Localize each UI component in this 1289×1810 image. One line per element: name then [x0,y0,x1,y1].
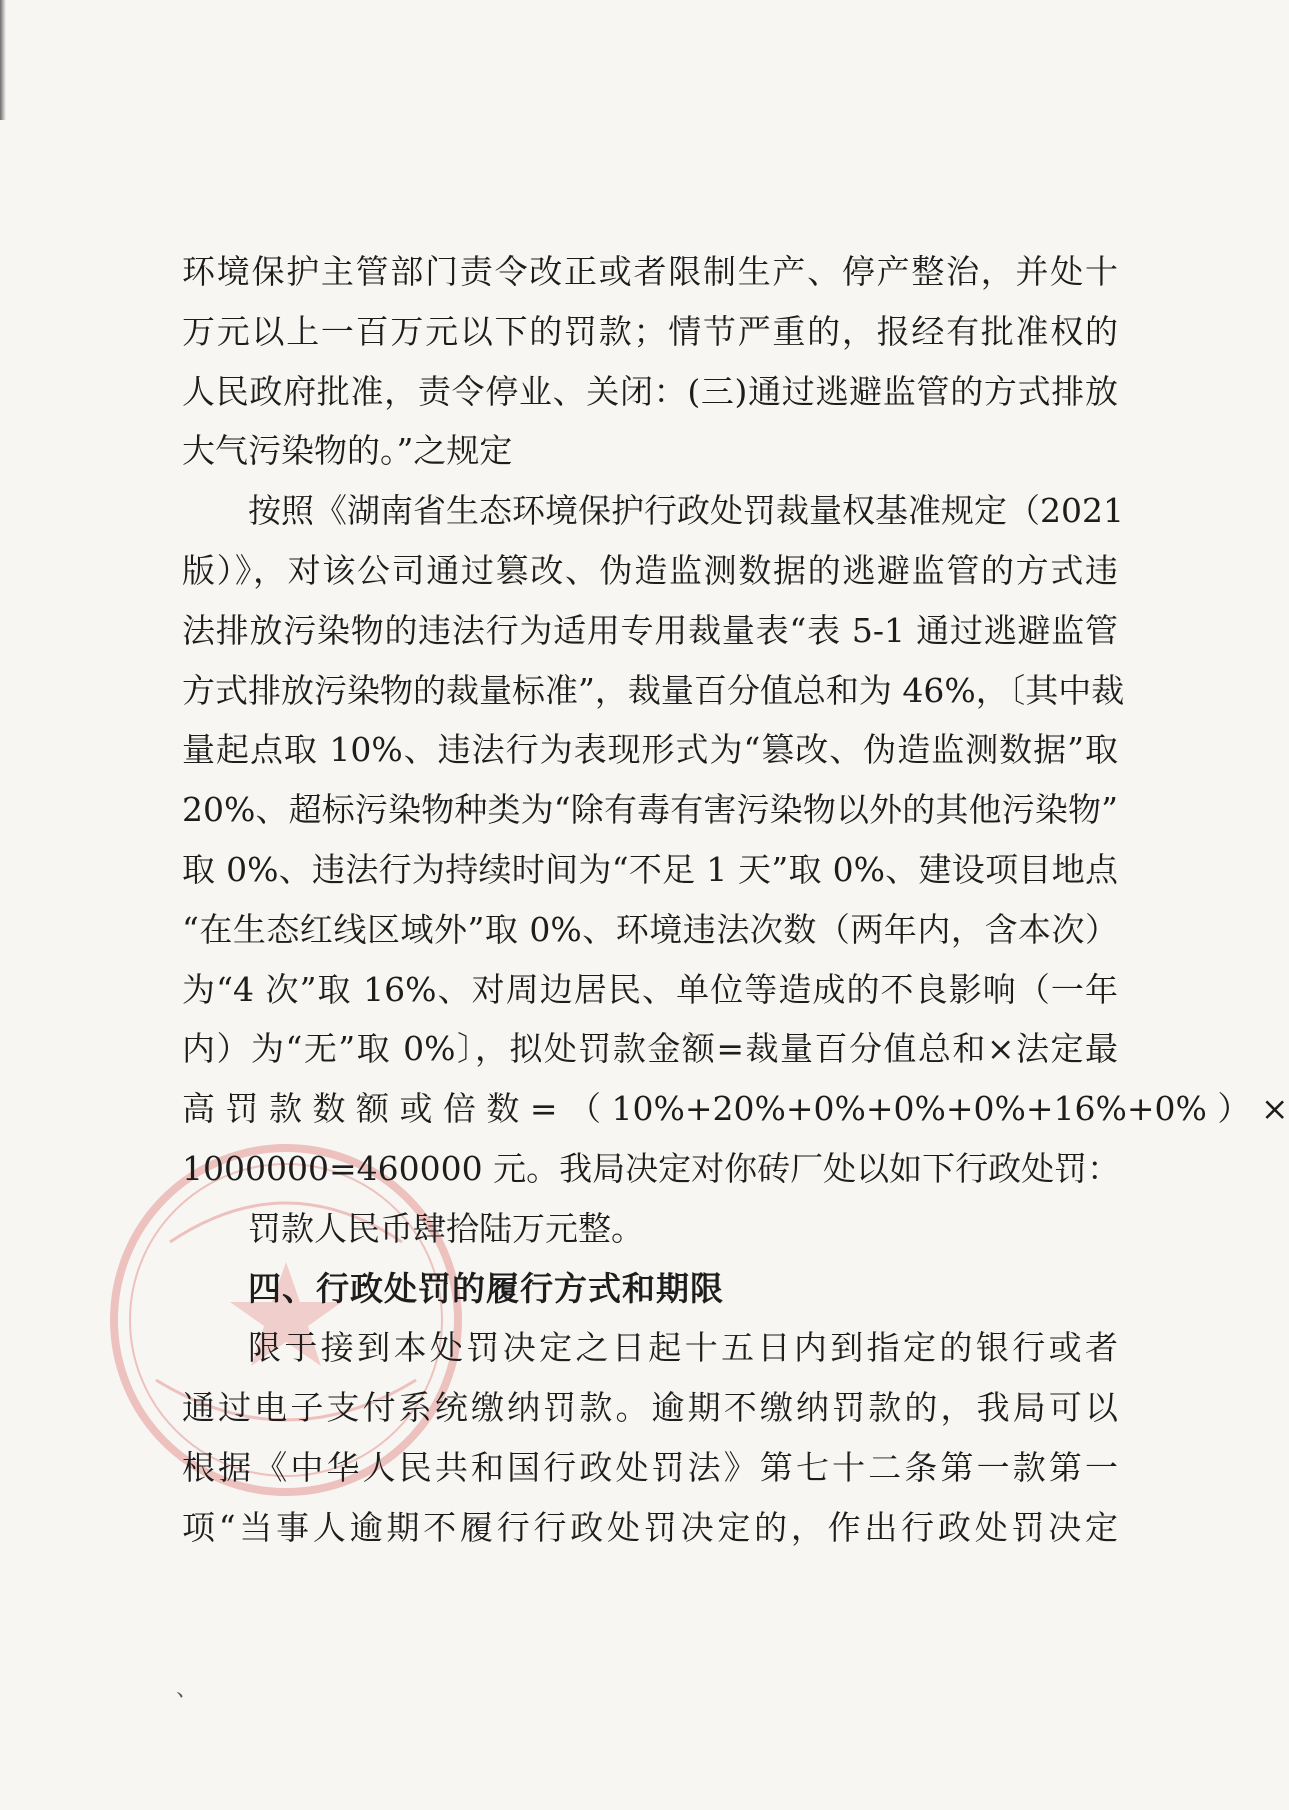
text-line: 限于接到本处罚决定之日起十五日内到指定的银行或者 [248,1328,1118,1368]
scan-edge-shadow [0,0,6,120]
text-line: 环境保护主管部门责令改正或者限制生产、停产整治，并处十 [182,252,1118,291]
text-line: 项“当事人逾期不履行行政处罚决定的，作出行政处罚决定 [182,1507,1118,1547]
text-line: 根据《中华人民共和国行政处罚法》第七十二条第一款第一 [182,1447,1118,1487]
text-line: 法排放污染物的违法行为适用专用裁量表“表 5-1 通过逃避监管 [182,610,1118,650]
text-line: 大气污染物的。”之规定 [182,431,513,471]
text-line: “在生态红线区域外”取 0%、环境违法次数（两年内，含本次） [182,909,1118,949]
text-line: 万元以上一百万元以下的罚款；情节严重的，报经有批准权的 [182,311,1118,351]
text-line: 为“4 次”取 16%、对周边居民、单位等造成的不良影响（一年 [182,969,1118,1009]
text-line: 人民政府批准，责令停业、关闭：(三)通过逃避监管的方式排放 [182,371,1118,411]
text-line: 取 0%、违法行为持续时间为“不足 1 天”取 0%、建设项目地点 [182,849,1118,889]
text-line: 量起点取 10%、违法行为表现形式为“篡改、伪造监测数据”取 [182,730,1118,770]
section-heading: 四、行政处罚的履行方式和期限 [248,1268,724,1308]
text-line: 高 罚 款 数 额 或 倍 数 = （ 10%+20%+0%+0%+0%+16%+0% ） × [182,1089,1289,1129]
penalty-line: 罚款人民币肆拾陆万元整。 [248,1208,644,1248]
footer-mark: 、 [176,1677,199,1702]
text-line: 1000000=460000 元。我局决定对你砖厂处以如下行政处罚： [182,1148,1121,1188]
text-line: 按照《湖南省生态环境保护行政处罚裁量权基准规定（2021 [248,491,1124,531]
text-line: 内）为“无”取 0%〕，拟处罚款金额=裁量百分值总和×法定最 [182,1029,1118,1069]
text-line: 通过电子支付系统缴纳罚款。逾期不缴纳罚款的，我局可以 [182,1388,1118,1428]
text-line: 方式排放污染物的裁量标准”，裁量百分值总和为 46%，〔其中裁 [182,670,1125,710]
text-line: 20%、超标污染物种类为“除有毒有害污染物以外的其他污染物” [182,790,1118,830]
text-line: 版）》，对该公司通过篡改、伪造监测数据的逃避监管的方式违 [182,550,1118,590]
document-body [182,242,1289,1558]
